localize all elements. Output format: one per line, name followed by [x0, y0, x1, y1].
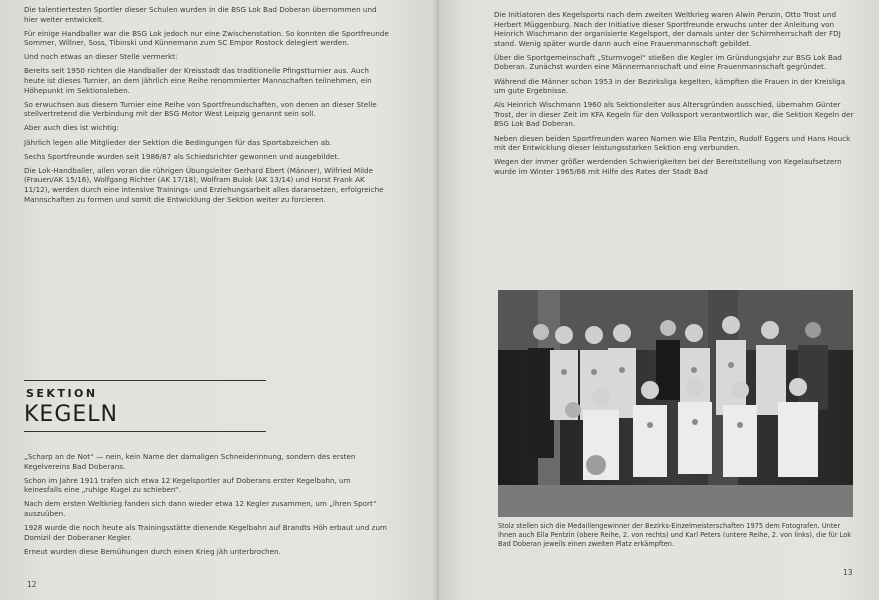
paragraph: Jährlich legen alle Mitglieder der Sektion die Bedingungen für das Sportabzeichen ab. — [24, 137, 332, 147]
paragraph: Sechs Sportfreunde wurden seit 1986/87 als Schiedsrichter gewonnen und ausgebildet. — [24, 151, 340, 161]
section-label: SEKTION — [26, 387, 98, 400]
paragraph: 1928 wurde die noch heute als Trainingsstätte dienende Kegelbahn auf Brandts Höh erbaut und zum Domizil der Doberaner Kegler. — [24, 523, 387, 542]
paragraph: So erwuchsen aus diesem Turnier eine Reihe von Sportfreundschaften, von denen an dieser Stelle stellvertretend die Verbindung mit der BSG Motor West Leipzig genannt sein soll. — [24, 99, 377, 119]
page-number-left: 12 — [27, 580, 37, 589]
paragraph: Als Heinrich Wischmann 1960 als Sektionsleiter aus Altersgründen ausschied, übernahm Günter Trost, der in dieser Zeit im KFA Kegeln für den Volkssport verantwortlich war, die Sektion Kegeln der BSG Lok Bad Doberan. — [494, 100, 854, 129]
paragraph: Die Initiatoren des Kegelsports nach dem zweiten Weltkrieg waren Alwin Penzin, Otto Trost und Herbert Müggenburg. Nach der Initiative dieser Sportfreunde erwuchs unter der Anleitung von Heinrich Wischmann der organisierte Kegelsport, der damals unter der Schirmherrschaft der FDJ stand. Wenig später wurde dann auch eine Frauenmannschaft gebildet. — [494, 10, 841, 48]
section-rule-top — [24, 380, 266, 381]
paragraph: Die talentiertesten Sportler dieser Schulen wurden in die BSG Lok Bad Doberan übernommen und hier weiter entwickelt. — [24, 5, 377, 24]
paragraph: Über die Sportgemeinschaft „Sturmvogel“ stießen die Kegler im Gründungsjahr zur BSG Lok Bad Doberan. Zunächst wurden eine Männermannschaft und eine Frauenmannschaft gegründet. — [494, 52, 842, 72]
paragraph: Nach dem ersten Weltkrieg fanden sich dann wieder etwa 12 Kegler zusammen, um „ihren Sport“ auszuüben. — [24, 499, 377, 518]
paragraph: Bereits seit 1950 richten die Handballer der Kreisstadt das traditionelle Pfingstturnier aus. Auch heute ist dieses Turnier, an dem jährlich eine Reihe renommierter Mannschaften teilnehmen, ein Höhepunkt im Sektionsleben. — [24, 66, 372, 95]
team-photo-illustration — [498, 290, 853, 517]
right-page — [439, 0, 879, 600]
team-photo — [498, 290, 853, 517]
paragraph: Während die Männer schon 1953 in der Bezirksliga kegelten, kämpften die Frauen in der Kreisliga um gute Ergebnisse. — [494, 76, 846, 96]
paragraph: Und noch etwas an dieser Stelle vermerkt: — [24, 52, 178, 62]
paragraph: Wegen der immer größer werdenden Schwierigkeiten bei der Bereitstellung von Kegelaufsetzern wurde im Winter 1965/66 mit Hilfe des Rates der Stadt Bad — [494, 157, 842, 176]
paragraph: „Scharp an de Not“ — nein, kein Name der damaligen Schneiderinnung, sondern des ersten Kegelvereins Bad Doberans. — [24, 452, 356, 471]
photo-caption: Stolz stellen sich die Medaillengewinner der Bezirks-Einzelmeisterschaften 1975 dem Fotografen. Unter ihnen auch Ella Pentzin (obere Reihe, 2. von rechts) und Karl Peters (untere Reihe, 2. von links), die für Lok Bad Doberan jeweils einen zweiten Platz erkämpften. — [498, 522, 852, 548]
left-text-column-bottom — [24, 452, 390, 561]
paragraph: Neben diesen beiden Sportfreunden waren Namen wie Ella Pentzin, Rudolf Eggers und Hans Houck mit der Entwicklung dieser leistungsstarken Sektion eng verbunden. — [494, 133, 851, 153]
left-page — [0, 0, 439, 600]
right-text-column — [494, 10, 854, 181]
paragraph: Schon im Jahre 1911 trafen sich etwa 12 Kegelsportler auf Doberans erster Kegelbahn, um keinesfalls eine „ruhige Kugel zu schieben“. — [24, 475, 351, 495]
section-title: KEGELN — [24, 402, 118, 427]
left-text-column-top — [24, 5, 390, 209]
paragraph: Aber auch dies ist wichtig: — [24, 123, 119, 133]
paragraph: Für einige Handballer war die BSG Lok jedoch nur eine Zwischenstation. So konnten die Sportfreunde Sommer, Willner, Soss, Tibinski und Künnemann zum SC Empor Rostock delegiert werden. — [24, 28, 389, 48]
paragraph: Die Lok-Handballer, allen voran die rührigen Übungsleiter Gerhard Ebert (Männer), Wilfried Milde (Frauen/AK 15/16), Wolfgang Richter (AK 17/18), Wolfram Bulok (AK 13/14) und Horst Frank AK 11/12), werden durch eine intensive Trainings- und Erziehungsarbeit alles daransetzen, erfolgreiche Mannschaften zu formen und somit die Entwicklung der Sektion weiter zu forcieren. — [24, 165, 384, 204]
section-rule-bottom — [24, 431, 266, 432]
page-number-right: 13 — [843, 568, 853, 577]
paragraph: Erneut wurden diese Bemühungen durch einen Krieg jäh unterbrochen. — [24, 546, 281, 556]
